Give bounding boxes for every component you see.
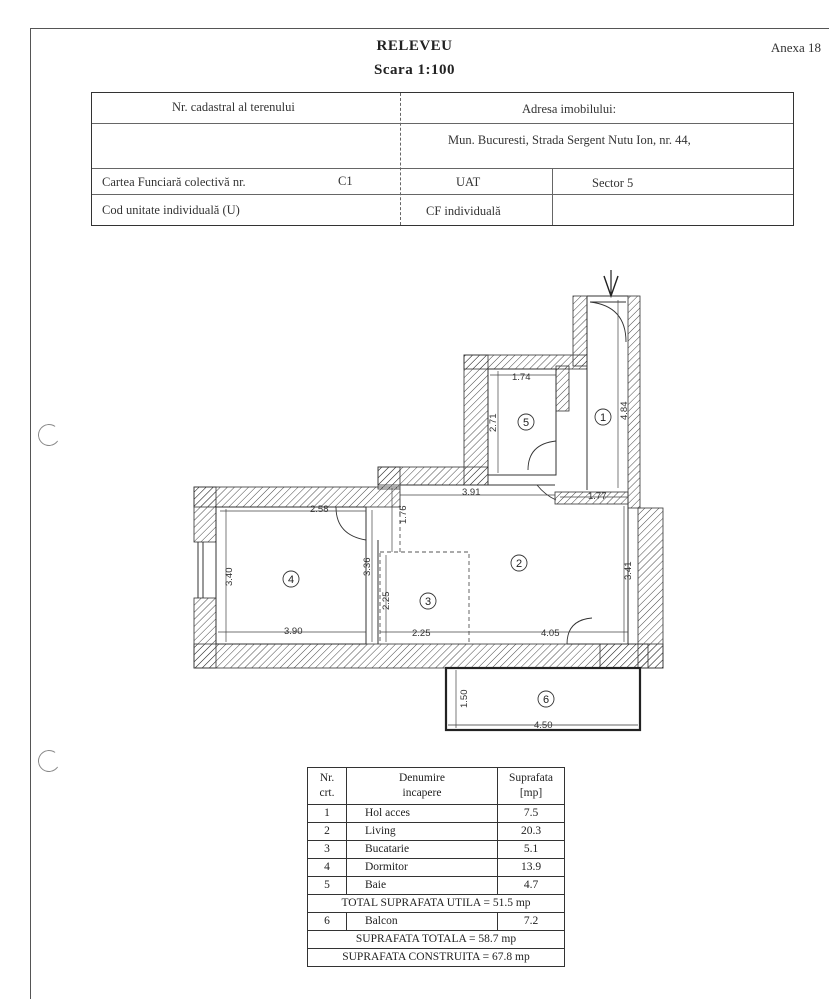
dim-2-25-vertical: 2.25 bbox=[381, 591, 392, 610]
cf-collective-value: C1 bbox=[338, 174, 353, 188]
dim-4-84: 4.84 bbox=[619, 401, 630, 420]
dim-2-71: 2.71 bbox=[488, 413, 499, 432]
table-row: 5 Baie 4.7 bbox=[308, 877, 565, 895]
document-scale: Scara 1:100 bbox=[374, 62, 455, 78]
total-useful-row: TOTAL SUPRAFATA UTILA = 51.5 mp bbox=[308, 895, 565, 913]
built-area-row: SUPRAFATA CONSTRUITA = 67.8 mp bbox=[308, 949, 565, 967]
cf-collective-label: Cartea Funciară colectivă nr. bbox=[102, 175, 246, 189]
dim-2-25-horizontal: 2.25 bbox=[412, 628, 431, 639]
dim-3-91: 3.91 bbox=[462, 487, 481, 498]
header-area: Suprafata [mp] bbox=[498, 768, 565, 805]
room-number-1: 1 bbox=[599, 412, 607, 424]
dim-3-36: 3.36 bbox=[362, 557, 373, 576]
table-row: 2 Living 20.3 bbox=[308, 823, 565, 841]
document-title: RELEVEU bbox=[376, 38, 453, 54]
uat-label: UAT bbox=[456, 175, 481, 189]
dim-2-58: 2.58 bbox=[310, 504, 329, 515]
dim-1-50: 1.50 bbox=[459, 689, 470, 708]
address-label: Adresa imobilului: bbox=[522, 102, 617, 116]
dim-3-40: 3.40 bbox=[224, 567, 235, 586]
table-row: 1 Hol acces 7.5 bbox=[308, 805, 565, 823]
total-area-row: SUPRAFATA TOTALA = 58.7 mp bbox=[308, 931, 565, 949]
cf-individual-label: CF individuală bbox=[426, 204, 501, 218]
entrance-arrow-icon bbox=[604, 270, 618, 296]
room-number-3: 3 bbox=[424, 596, 432, 608]
dim-4-05: 4.05 bbox=[541, 628, 560, 639]
table-row: 4 Dormitor 13.9 bbox=[308, 859, 565, 877]
room-number-2: 2 bbox=[515, 558, 523, 570]
room-number-6: 6 bbox=[542, 694, 550, 706]
dim-1-74: 1.74 bbox=[512, 372, 531, 383]
annex-label: Anexa 18 bbox=[770, 40, 821, 55]
rooms-area-table bbox=[307, 767, 565, 967]
dim-3-90: 3.90 bbox=[284, 626, 303, 637]
table-row: 3 Bucatarie 5.1 bbox=[308, 841, 565, 859]
dim-4-50: 4.50 bbox=[534, 720, 553, 731]
uat-value: Sector 5 bbox=[592, 176, 634, 190]
header-nr: Nr. crt. bbox=[308, 768, 347, 805]
dim-1-77: 1.77 bbox=[588, 491, 607, 502]
wall-hatching bbox=[194, 296, 663, 668]
address-value: Mun. Bucuresti, Strada Sergent Nutu Ion, nr. 44, bbox=[448, 133, 691, 147]
room-number-5: 5 bbox=[522, 417, 530, 429]
dim-3-41: 3.41 bbox=[623, 561, 634, 580]
header-name: Denumire incapere bbox=[347, 768, 498, 805]
dim-1-76: 1.76 bbox=[398, 505, 409, 524]
window-icon bbox=[198, 542, 203, 598]
room-number-4: 4 bbox=[287, 574, 295, 586]
balcony-row: 6 Balcon 7.2 bbox=[308, 913, 565, 931]
unit-code-label: Cod unitate individuală (U) bbox=[102, 203, 240, 217]
cadastral-label: Nr. cadastral al terenului bbox=[172, 100, 295, 114]
